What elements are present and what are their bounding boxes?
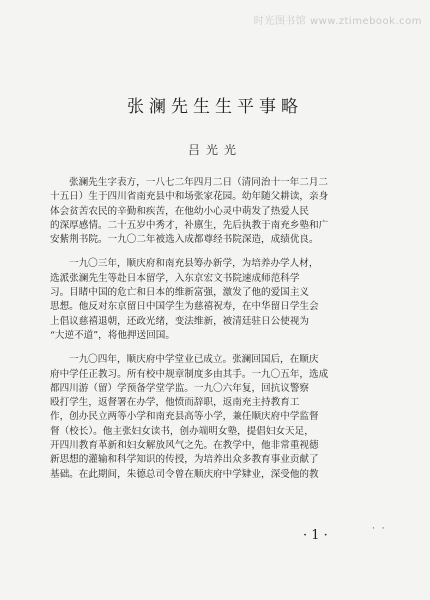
- text-line: 体会贫苦农民的辛勤和疾苦，在他幼小心灵中萌发了热爱人民: [50, 205, 310, 217]
- text-line: 思想。他反对东京留日中国学生为慈禧祝寿，在中华留日学生会: [50, 301, 319, 313]
- text-line: 张澜先生字表方，一八七二年四月二日（清同治十一年二月二: [69, 177, 329, 188]
- text-line: 督（校长）。他主张妇女读书，创办端明女塾，提倡妇女天足，: [50, 425, 314, 437]
- text-line: 基础。在此期间，朱德总司令曾在顺庆府中学肄业，深受他的教: [50, 468, 319, 480]
- paragraph: [50, 257, 390, 343]
- text-line: 都四川游（留）学预备学堂学监。一九〇六年复，回抗议警察: [50, 382, 310, 394]
- paragraph: [50, 176, 390, 247]
- text-line: 一九〇三年，顺庆府和南充县筹办新学，为培养办学人材，: [69, 258, 319, 270]
- text-line: 一九〇四年，顺庆府中学堂业已成立。张澜回国后，在顺庆: [69, 354, 319, 366]
- text-line: 府中学任正教习。所有校中规章制度多由其手。一九〇五年，选成: [50, 368, 329, 380]
- text-line: 十五日）生于四川省南充县中和场张家花园。幼年随父耕读，亲身: [50, 191, 329, 203]
- article-body: [50, 176, 390, 482]
- text-line: 的深厚感情。二十五岁中秀才，补廪生，先后执教于南充乡塾和广: [50, 219, 329, 231]
- text-line: 新思想的灌输和科学知识的传授，为培养出众多教育事业贡献了: [50, 454, 319, 466]
- text-line: “大逆不道”，将他押送回国。: [50, 329, 175, 341]
- text-line: 安紫荆书院。一九〇二年被选入成都尊经书院深造，成绩优良。: [50, 234, 319, 246]
- text-line: 上倡议慈禧退朝，还政光绪，变法维新，被清廷驻日公使视为: [50, 315, 310, 327]
- text-line: 选派张澜先生等赴日本留学，入东京宏文书院速成师范科学: [50, 272, 300, 284]
- page-title: 张澜先生生平事略: [127, 97, 303, 117]
- trailing-dots: · ·: [372, 524, 387, 534]
- watermark: 时光图书馆 www.ztimebook.com: [253, 16, 422, 27]
- paragraph: [50, 353, 390, 482]
- text-line: 殴打学生，返督署在办学，他愤而辞职，返南充主持教育工: [50, 397, 300, 409]
- text-line: 习。目睹中国的危亡和日本的维新富强，激发了他的爱国主义: [50, 287, 310, 299]
- author-name: 吕光光: [187, 143, 242, 157]
- text-line: 开四川教育革新和妇女解放风气之先。在教学中，他非常重视德: [50, 440, 319, 452]
- text-line: 作，创办民立两等小学和南充县高等小学，兼任顺庆府中学监督: [50, 411, 319, 423]
- page-number: · 1 ·: [303, 528, 328, 543]
